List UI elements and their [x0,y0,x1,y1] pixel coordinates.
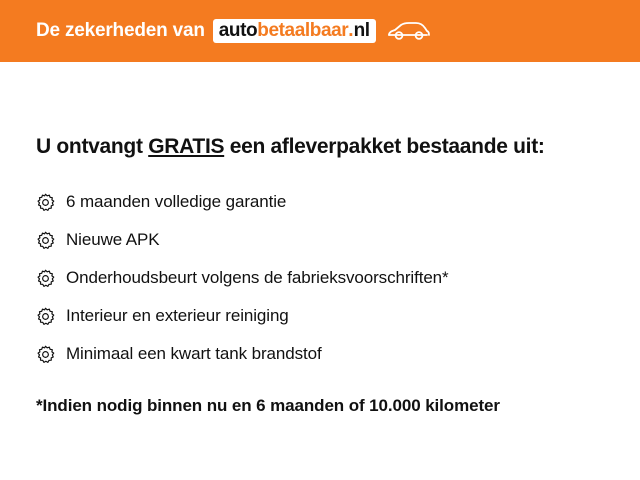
content-area [0,135,640,416]
gear-icon [36,231,55,250]
header-bar [0,0,640,62]
gear-icon [36,307,55,326]
benefits-list [36,184,604,372]
list-item-label: Interieur en exterieur reiniging [66,306,289,325]
headline-after: een afleverpakket bestaande uit: [224,135,545,158]
gear-icon [36,193,55,212]
headline-before: U ontvangt [36,135,149,158]
brand-part-nl: nl [353,20,370,41]
header-lead-text: De zekerheden van [36,20,205,41]
list-item-label: Onderhoudsbeurt volgens de fabrieksvoorschriften* [66,268,449,287]
list-item-label: Nieuwe APK [66,230,160,249]
headline-highlight: GRATIS [148,135,225,158]
footnote-text: *Indien nodig binnen nu en 6 maanden of 10.000 kilometer [36,396,500,415]
gear-icon [36,345,55,364]
brand-part-betaalbaar: betaalbaar [257,20,349,41]
page-title [36,135,604,159]
brand-dot: . [348,20,354,41]
list-item [36,184,604,220]
list-item [36,298,604,334]
list-item [36,336,604,372]
brand-logo [213,19,376,43]
gear-icon [36,269,55,288]
brand-part-auto: auto [218,20,258,41]
list-item-label: Minimaal een kwart tank brandstof [66,344,322,363]
car-icon [386,21,430,41]
list-item [36,260,604,296]
list-item-label: 6 maanden volledige garantie [66,192,287,211]
header-text [36,19,430,43]
list-item [36,222,604,258]
